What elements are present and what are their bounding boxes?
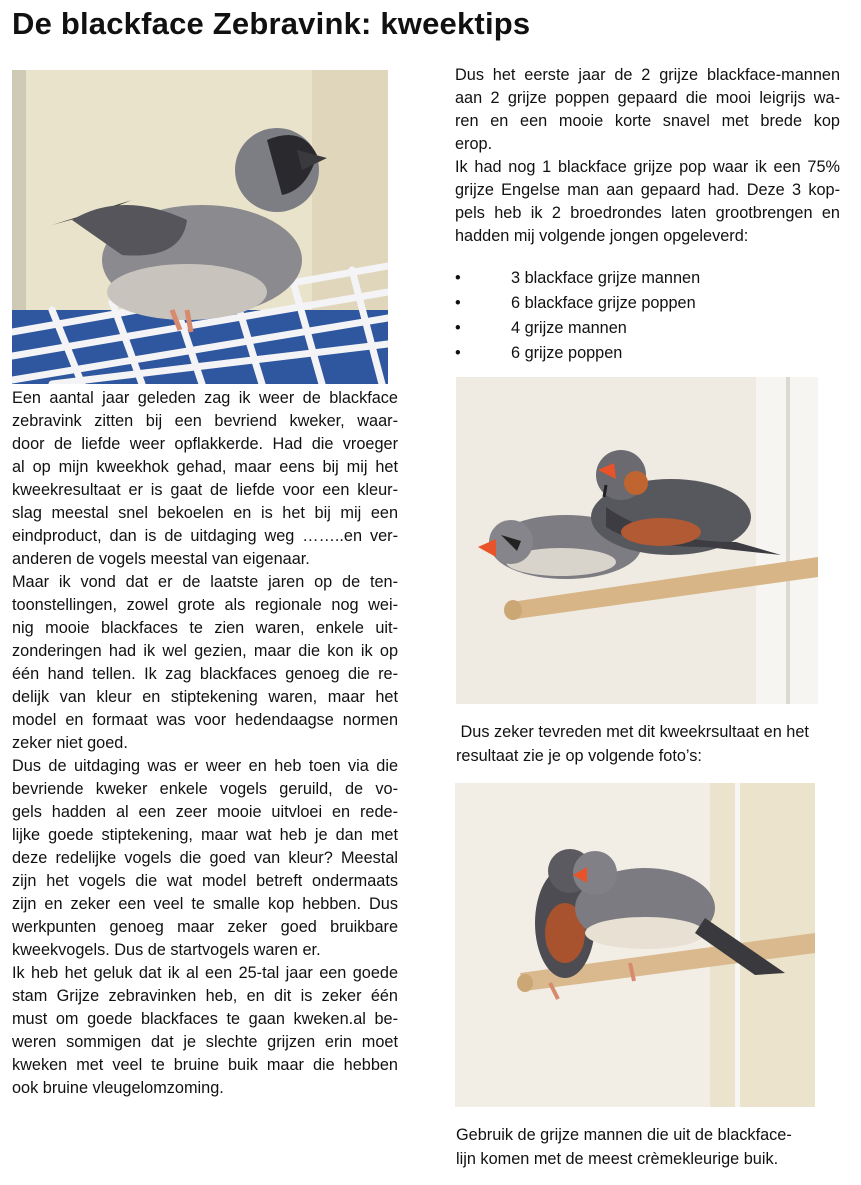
photo-pair-on-perch [456, 377, 818, 704]
text-line: Dus het eerste jaar de 2 grijze blackface-mannen [455, 66, 840, 84]
caption-line: resultaat zie je op volgende foto’s: [456, 747, 702, 765]
caption-line: lijn komen met de meest crèmekleurige buik. [456, 1150, 779, 1168]
text-line: Ik heb het geluk dat ik al een 25-tal jaar een goede [12, 964, 398, 982]
text-line: kweken met veel te bruine buik maar die hebben [12, 1056, 398, 1074]
text-line: slag meestal snel bekoelen en is het bij mij een [12, 504, 398, 522]
text-line: hadden mij volgende jongen opgeleverd: [455, 227, 749, 245]
text-line: zeker niet goed. [12, 734, 128, 752]
text-line: ren en een mooie korte snavel met brede kop [455, 112, 840, 130]
bullet-icon: • [455, 344, 461, 362]
text-line: must om goede blackfaces te gaan kweken.al be- [12, 1010, 398, 1028]
text-line: lijke goede stiptekening, maar wat heb je dan met [12, 826, 398, 844]
text-line: nig mooie blackfaces te zien waren, enkele uit- [12, 619, 398, 637]
offspring-list [455, 266, 835, 366]
caption-tip [456, 1123, 836, 1171]
text-line: werkpunten genoeg maar zeker goed bruikbare [12, 918, 398, 936]
list-item [455, 266, 835, 291]
caption-line: Gebruik de grijze mannen die uit de blackface- [456, 1126, 792, 1144]
text-line: toonstellingen, zowel grote als regionale nog wei- [12, 596, 398, 614]
text-line: weren sommigen dat je slechte grijzen erin moet [12, 1033, 398, 1051]
text-line: erop. [455, 135, 493, 153]
caption-line: Dus zeker tevreden met dit kweekrsultaat en het [456, 723, 809, 741]
bullet-icon: • [455, 269, 461, 287]
text-line: kweekvogels. Dus de startvogels waren er. [12, 941, 321, 959]
list-item-label: 3 blackface grijze mannen [511, 269, 701, 287]
text-line: Een aantal jaar geleden zag ik weer de blackface [12, 389, 398, 407]
text-line: pels heb ik 2 broedrondes laten grootbrengen en [455, 204, 840, 222]
list-item-label: 4 grijze mannen [511, 319, 627, 337]
text-line: grijze Engelse man aan gepaard had. Deze 3 kop- [455, 181, 840, 199]
list-item-label: 6 grijze poppen [511, 344, 623, 362]
text-line: anderen de vogels meestal van eigenaar. [12, 550, 310, 568]
list-item-label: 6 blackface grijze poppen [511, 294, 696, 312]
text-line: één hand tellen. Ik zag blackfaces genoeg die re- [12, 665, 398, 683]
text-line: Dus de uitdaging was er weer en heb toen via die [12, 757, 398, 775]
list-item [455, 341, 835, 366]
text-line: model en formaat was voor hedendaagse normen [12, 711, 398, 729]
right-column-text [455, 64, 840, 248]
text-line: delijk van kleur en stiptekening waren, maar het [12, 688, 398, 706]
text-line: Maar ik vond dat er de laatste jaren op de ten- [12, 573, 398, 591]
photo-bird-on-grid [12, 70, 388, 384]
text-line: zijn en zeker een veel te smalle kop hebben. Dus [12, 895, 398, 913]
photo-two-birds-close [455, 783, 815, 1107]
bullet-icon: • [455, 319, 461, 337]
text-line: zijn het vogels die wat model betreft ondermaats [12, 872, 398, 890]
text-line: bevriende kweker enkele vogels geruild, de vo- [12, 780, 398, 798]
text-line: zonderingen had ik wel gezien, maar die kon ik op [12, 642, 398, 660]
list-item [455, 291, 835, 316]
text-line: ook bruine vleugelomzoming. [12, 1079, 224, 1097]
list-item [455, 316, 835, 341]
caption-results [456, 720, 846, 768]
text-line: Ik had nog 1 blackface grijze pop waar ik een 75% [455, 158, 840, 176]
text-line: zebravink zitten bij een bevriend kweker, waar- [12, 412, 398, 430]
text-line: kweekresultaat er is gaat de liefde voor een kleur- [12, 481, 398, 499]
text-line: al op mijn kweekhok gehad, maar eens bij mij het [12, 458, 398, 476]
text-line: gels hadden al een zeer mooie uitvloei en rede- [12, 803, 398, 821]
text-line: eindproduct, dan is de uitdaging weg ……..en ver- [12, 527, 398, 545]
article-title: De blackface Zebravink: kweektips [12, 6, 531, 41]
text-line: stam Grijze zebravinken heb, en dit is zeker één [12, 987, 398, 1005]
text-line: aan 2 grijze poppen gepaard die mooi leigrijs wa- [455, 89, 840, 107]
text-line: deze redelijke vogels die goed van kleur? Meestal [12, 849, 398, 867]
bullet-icon: • [455, 294, 461, 312]
text-line: door de liefde weer opflakkerde. Had die vroeger [12, 435, 398, 453]
left-column-text [12, 387, 398, 1100]
